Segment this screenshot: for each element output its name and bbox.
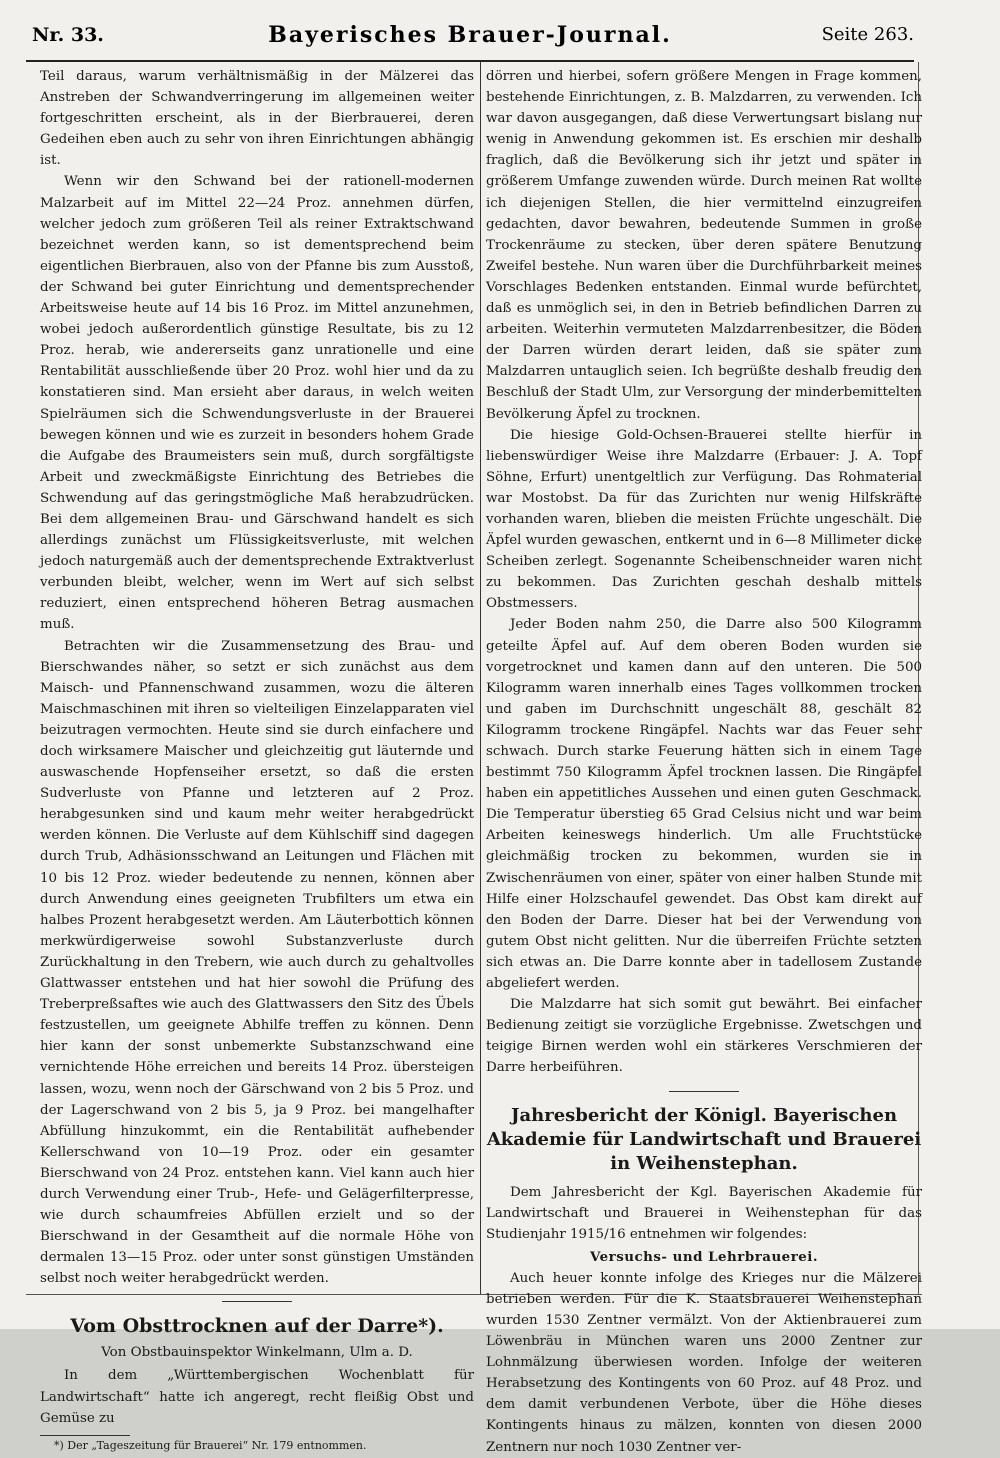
column-divider — [480, 62, 481, 1294]
page-number: Seite 263. — [821, 24, 914, 45]
footnote-rule — [40, 1435, 130, 1436]
article-separator — [222, 1301, 292, 1302]
right-paragraph-4: Die Malzdarre hat sich somit gut bewährt. Bei einfacher Bedienung zeitigt sie vorzügliche Ergebnisse. Zwetschgen und teigige Birnen werden wohl ein stärkeres Verschmieren der Darre herbeiführen. — [486, 997, 922, 1076]
right-column — [486, 66, 922, 1455]
left-paragraph-3: Betrachten wir die Zusammensetzung des Brau- und Bierschwandes näher, so setzt er sich zunächst aus dem Maisch- und Pfannenschwand zusammen, wozu die älteren Maischmaschinen mit ihren so vielteiligen Einzelapparaten viel beizutragen vermochten. Heute sind sie durch einfachere und doch wirksamere Maischer und gleichzeitig gut läuternde und auswaschende Hopfenseiher ersetzt, so daß die ersten Sudverluste von Pfanne und letzteren auf 2 Proz. herabgesunken sind und kaum mehr weiter herabgedrückt werden können. Die Verluste auf dem Kühlschiff sind dagegen durch Trub, Adhäsionsschwand an Leitungen und Flächen mit 10 bis 12 Proz. wieder bedeutende zu nennen, können aber durch Anwendung eines geeigneten Trubfilters um etwa ein halbes Prozent herabgesetzt werden. Am Läuterbottich können merkwürdigerweise sowohl Substanzverluste durch Zurückhaltung in den Trebern, wie auch durch zu gehaltvolles Glattwasser entstehen und hat hier sowohl die Prüfung des Treberpreßsaftes wie auch des Glattwassers den Sitz des Übels festzustellen, um geeignete Abhilfe treffen zu können. Denn hier kann der sonst unbemerkte Substanzschwand eine vernichtende Höhe erreichen und bereits 14 Proz. übersteigen lassen, wozu, wenn noch der Gärschwand von 2 bis 5 Proz. und der Lagerschwand von 2 bis 5, ja 9 Proz. bei mangelhafter Abfüllung hinzukommt, ein die Rentabilität aufhebender Kellerschwand von 10—19 Proz. oder ein gesamter Bierschwand von 24 Proz. entstehen kann. Viel kann auch hier durch Verwendung einer Trub-, Hefe- und Gelägerfilterpresse, wie durch schaumfreies Abfüllen erzielt und so der Bierschwand in der Gesamtheit auf die normale Höhe von dermalen 13—15 Proz. oder unter sonst günstigen Umständen selbst noch weiter herabgedrückt werden. — [40, 638, 474, 1287]
header-rule — [26, 60, 914, 62]
footnote: *) Der „Tageszeitung für Brauerei“ Nr. 179 entnommen. — [54, 1438, 367, 1452]
right-paragraph-2: Die hiesige Gold-Ochsen-Brauerei stellte hierfür in liebenswürdiger Weise ihre Malzdarre (Erbauer: J. A. Topf Söhne, Erfurt) unentgeltlich zur Verfügung. Das Rohmaterial war Mostobst. Da für das Zurichten nur wenig Hilfskräfte vorhanden waren, blieben die meisten Früchte ungeschält. Die Äpfel wurden gewaschen, entkernt und in 6—8 Millimeter dicke Scheiben zerlegt. Sogenannte Scheibenschneider waren nicht zu bekommen. Das Zurichten geschah deshalb mittels Obstmessers. — [486, 427, 922, 612]
article-title-obsttrocknen: Vom Obsttrocknen auf der Darre*). — [70, 1315, 444, 1338]
journal-title: Bayerisches Brauer-Journal. — [268, 22, 672, 48]
left-paragraph-1: Teil daraus, warum verhältnismäßig in der Mälzerei das Anstreben der Schwandverringerung im allgemeinen weiter fortgeschritten erscheint, als in der Bierbrauerei, deren Gedeihen eben auch zu sehr von ihren Einrichtungen abhängig ist. — [40, 69, 474, 169]
page-header — [26, 20, 914, 54]
left-column — [40, 66, 474, 1452]
jahresbericht-paragraph: Auch heuer konnte infolge des Krieges nur die Mälzerei betrieben werden. Für die K. Staatsbrauerei Weihenstephan wurden 1530 Zentner vermälzt. Von der Aktienbrauerei zum Löwenbräu in München waren uns 2000 Zentner zur Lohnmälzung überwiesen worden. Infolge der weiteren Herabsetzung des Kontingents von 60 Proz. auf 48 Proz. und dem damit verbundenen Verbote, über die Höhe dieses Kontingents hinaus zu mälzen, konnten von diesen 2000 Zentnern nur noch 1030 Zentner ver- — [486, 1270, 922, 1455]
article-intro: In dem „Württembergischen Wochenblatt für Landwirtschaft“ hatte ich angeregt, recht fleißig Obst und Gemüse zu — [40, 1368, 474, 1426]
left-paragraph-2: Wenn wir den Schwand bei der rationell-modernen Malzarbeit auf im Mittel 22—24 Proz. annehmen dürfen, welcher jedoch zum größeren Teil als reiner Extraktschwand bezeichnet werden kann, so ist dementsprechend beim eigentlichen Bierbrauen, also von der Pfanne bis zum Ausstoß, der Schwand bei guter Einrichtung und dementsprechender Arbeitsweise heute auf 14 bis 16 Proz. im Mittel anzunehmen, wobei jedoch außerordentlich günstige Resultate, bis zu 12 Proz. herab, wie andererseits ganz unrationelle und eine Rentabilität ausschließende über 20 Proz. wohl hier und da zu konstatieren sind. Man ersieht aber daraus, in welch weiten Spielräumen sich die Schwendungsverluste in der Brauerei bewegen können und wie es zurzeit in besonders hohem Grade die Aufgabe des Braumeisters sein muß, durch sorgfältigste Arbeit und zweckmäßigste Einrichtung des Betriebes die Schwendung auf das geringstmögliche Maß herabzudrücken. Bei dem allgemeinen Brau- und Gärschwand handelt es sich allerdings zunächst um Flüssigkeitsverluste, mit welchen jedoch naturgemäß auch der dementsprechende Extraktverlust verbunden bleibt, welcher, wenn im Wert auf sich selbst reduziert, einen entsprechend höheren Betrag ausmachen muß. — [40, 174, 474, 633]
article-title-jahresbericht: Jahresbericht der Königl. Bayerischen Akademie für Landwirtschaft und Brauerei in Weihenstephan. — [486, 1104, 922, 1174]
jahresbericht-intro: Dem Jahresbericht der Kgl. Bayerischen Akademie für Landwirtschaft und Brauerei in Weihenstephan für das Studienjahr 1915/16 entnehmen wir folgendes: — [486, 1184, 922, 1242]
article-separator-right — [669, 1091, 739, 1092]
section-subhead: Versuchs- und Lehrbrauerei. — [589, 1248, 819, 1265]
right-paragraph-1: dörren und hierbei, sofern größere Mengen in Frage kommen, bestehende Einrichtungen, z. B. Malzdarren, zu verwenden. Ich war davon ausgegangen, daß diese Verwertungsart bislang nur wenig in Anwendung gekommen ist. Es erschien mir deshalb fraglich, daß die Bevölkerung sich ihr jetzt und später in größerem Umfange zuwenden würde. Durch meinen Rat wollte ich diejenigen Stellen, die hier vermittelnd einzugreifen gedachten, davor bewahren, bedeutende Summen in große Trockenräume zu stecken, über deren spätere Benutzung Zweifel bestehe. Nun waren über die Durchführbarkeit meines Vorschlages Bedenken entstanden. Einmal wurde befürchtet, daß es unmöglich sei, in den in Betrieb befindlichen Darren zu arbeiten. Weiterhin vermuteten Malzdarrenbesitzer, die Böden der Darren würden derart leiden, daß sie später zum Malzdarren untauglich seien. Ich begrüßte deshalb freudig den Beschluß der Stadt Ulm, zur Versorgung der minderbemittelten Bevölkerung Äpfel zu trocknen. — [486, 69, 922, 422]
article-byline: Von Obstbauinspektor Winkelmann, Ulm a. D. — [101, 1345, 413, 1361]
issue-number: Nr. 33. — [32, 24, 104, 46]
right-paragraph-3: Jeder Boden nahm 250, die Darre also 500 Kilogramm geteilte Äpfel auf. Auf dem oberen Boden wurden sie vorgetrocknet und kamen dann auf den unteren. Die 500 Kilogramm waren innerhalb eines Tages vollkommen trocken und gaben im Durchschnitt ungeschält 88, geschält 82 Kilogramm trockene Ringäpfel. Nachts war das Feuer sehr schwach. Durch starke Feuerung hätten sich in einem Tage bestimmt 750 Kilogramm Äpfel trocknen lassen. Die Ringäpfel haben ein appetitliches Aussehen und einen guten Geschmack. Die Temperatur überstieg 65 Grad Celsius nicht und war beim Arbeiten keineswegs hinderlich. Um alle Fruchtstücke gleichmäßig trocken zu bekommen, wurden sie in Zwischenräumen von einer, später von einer halben Stunde mit Hilfe einer Holzschaufel gewendet. Das Obst kam direkt auf den Boden der Darre. Dieser hat bei der Verwendung von gutem Obst nicht gelitten. Nur die überreifen Früchte setzten sich etwas an. Die Darre konnte aber in tadellosem Zustande abgeliefert werden. — [486, 617, 922, 992]
